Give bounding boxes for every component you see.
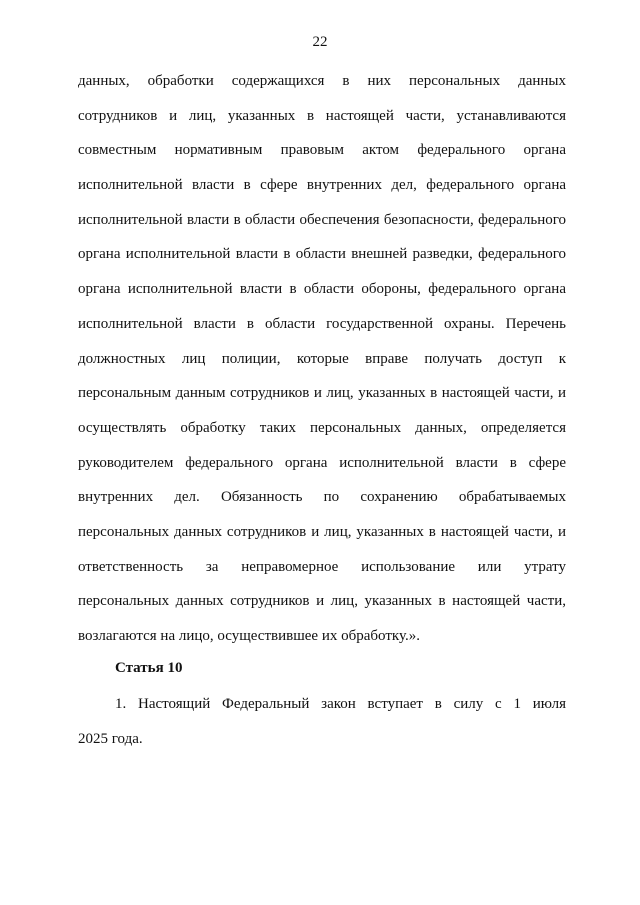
text-line: персональным данным сотрудников и лиц, указанных в настоящей части, и [78, 385, 566, 402]
text-line: персональных данных сотрудников и лиц, указанных в настоящей части, [78, 593, 566, 610]
text-line: органа исполнительной власти в области обороны, федерального органа [78, 281, 566, 298]
page-number: 22 [312, 34, 328, 50]
text-line: сотрудников и лиц, указанных в настоящей части, устанавливаются [78, 107, 566, 124]
article-paragraph [78, 694, 566, 763]
text-line: руководителем федерального органа исполнительной власти в сфере [78, 454, 566, 471]
text-line: должностных лиц полиции, которые вправе получать доступ к [78, 350, 566, 367]
text-line: органа исполнительной власти в области внешней разведки, федерального [78, 246, 566, 263]
text-line: персональных данных сотрудников и лиц, указанных в настоящей части, и [78, 523, 566, 540]
text-line: ответственность за неправомерное использование или утрату [78, 558, 566, 575]
text-line: исполнительной власти в области государственной охраны. Перечень [78, 315, 566, 332]
text-line: внутренних дел. Обязанность по сохранению обрабатываемых [78, 489, 566, 506]
text-line: совместным нормативным правовым актом федерального органа [78, 142, 566, 159]
text-line: 1. Настоящий Федеральный закон вступает в силу с 1 июля [115, 696, 566, 712]
text-line: данных, обработки содержащихся в них персональных данных [78, 73, 566, 89]
paragraph-continuation [78, 71, 566, 661]
text-line: возлагаются на лицо, осуществившее их обработку.». [78, 628, 420, 644]
text-line: исполнительной власти в области обеспечения безопасности, федерального [78, 211, 566, 228]
text-line: исполнительной власти в сфере внутренних дел, федерального органа [78, 177, 566, 194]
text-line: 2025 года. [78, 730, 143, 747]
text-line: осуществлять обработку таких персональных данных, определяется [78, 419, 566, 436]
article-heading: Статья 10 [115, 660, 183, 676]
